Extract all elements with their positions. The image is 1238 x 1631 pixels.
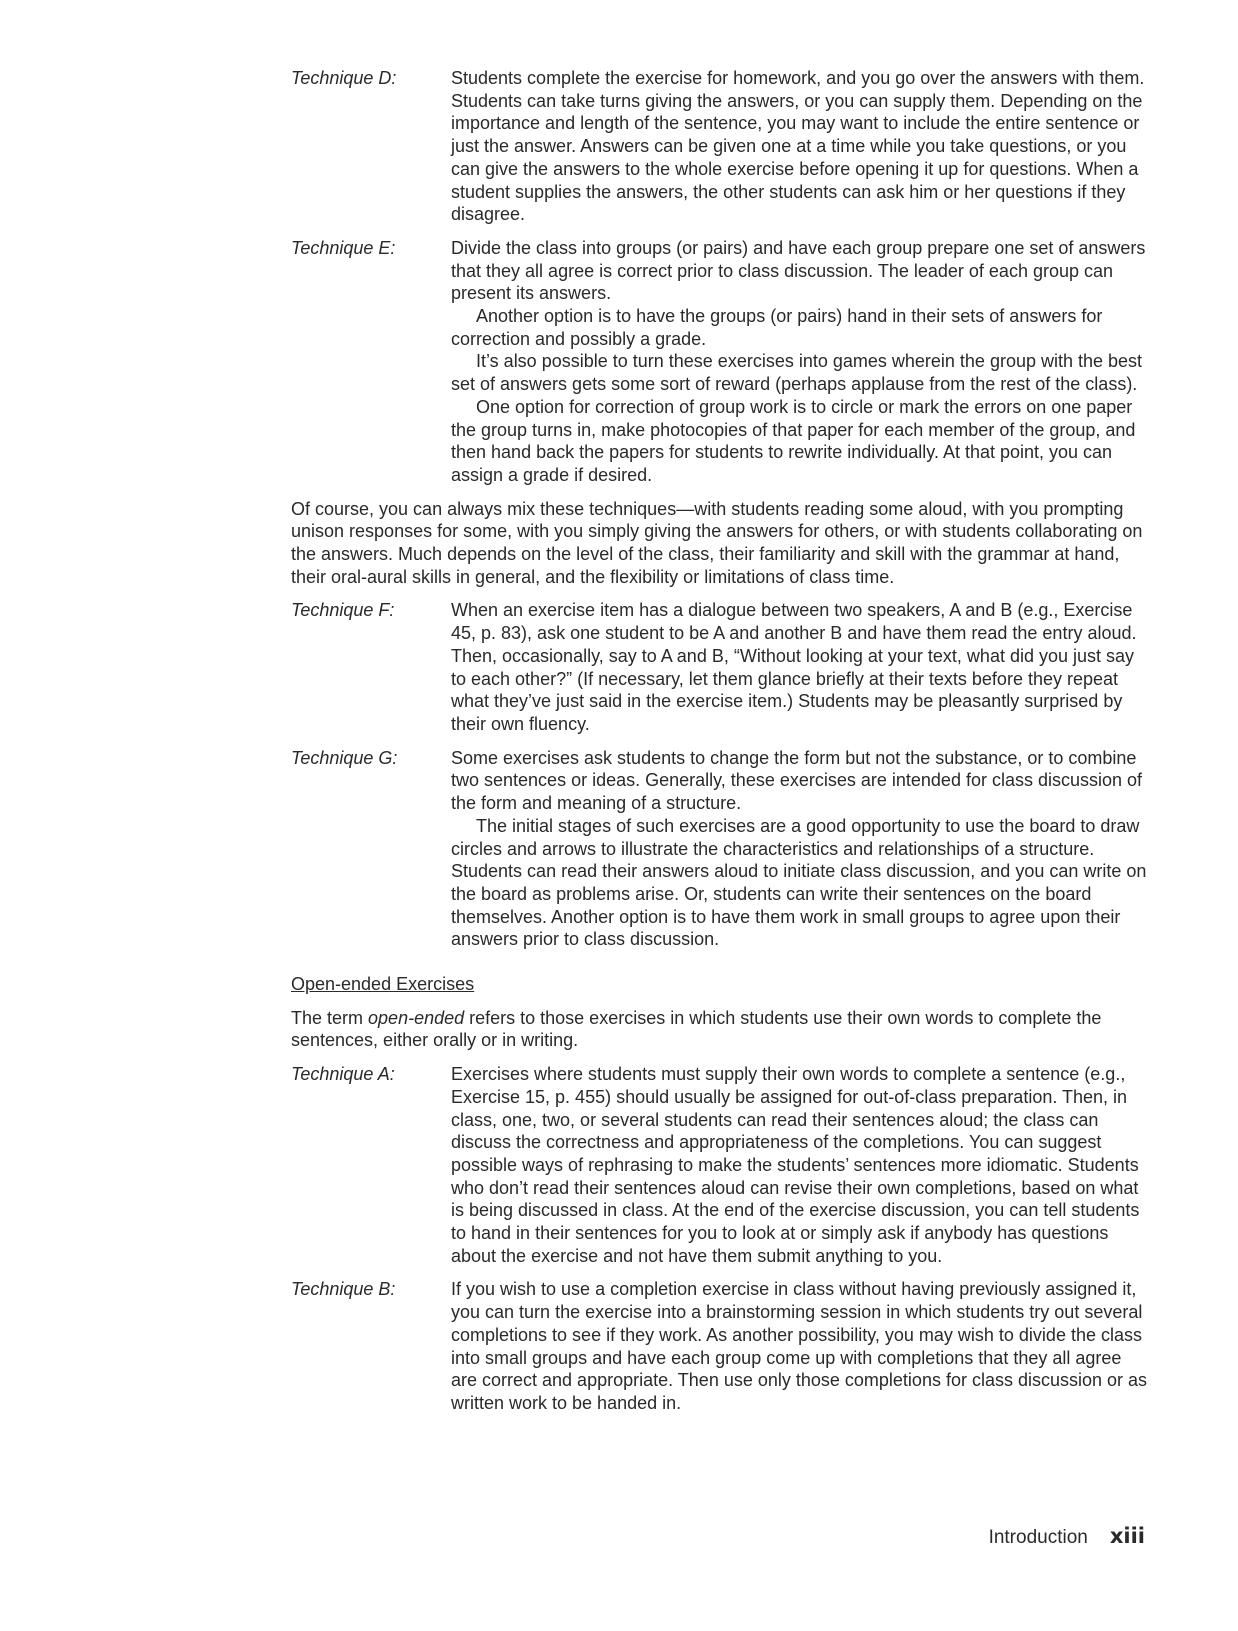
technique-label: Technique A: — [291, 1064, 395, 1085]
technique-paragraph: Some exercises ask students to change the form but not the substance, or to combine two sentences or ideas. Generally, these exercises are intended for class discussion of the form and meaning of a structure. — [451, 747, 1143, 814]
technique-label: Technique G: — [291, 747, 398, 768]
technique-label: Technique D: — [291, 68, 397, 88]
page-content — [291, 67, 1149, 1426]
technique-e — [291, 237, 1149, 487]
technique-g — [291, 747, 1149, 951]
technique-a — [291, 1063, 1149, 1267]
technique-body — [451, 1063, 1149, 1267]
section-heading — [291, 973, 1149, 996]
technique-body — [451, 1278, 1149, 1414]
technique-paragraph: The initial stages of such exercises are a good opportunity to use the board to draw circles and arrows to illustrate the characteristics and relationships of a structure. Students can read their answers aloud to initiate class discussion, and you can write on the board as problems arise. Or, students can write their sentences on the board themselves. Another option is to have them work in small groups to agree upon their answers prior to class discussion. — [451, 815, 1147, 950]
footer-section-title: Introduction — [988, 1527, 1088, 1548]
technique-f — [291, 599, 1149, 735]
intro-before: The term — [291, 1007, 369, 1028]
technique-paragraph: Another option is to have the groups (or pairs) hand in their sets of answers for correction and possibly a grade. — [451, 306, 1103, 349]
technique-paragraph: It’s also possible to turn these exercises into games wherein the group with the best set of answers gets some sort of reward (perhaps applause from the rest of the class). — [451, 351, 1143, 395]
technique-b — [291, 1278, 1149, 1414]
technique-body — [451, 237, 1149, 487]
technique-d — [291, 67, 1149, 226]
page-footer — [989, 1525, 1145, 1550]
technique-label: Technique B: — [291, 1279, 396, 1300]
technique-body — [451, 599, 1149, 735]
technique-paragraph: One option for correction of group work is to circle or mark the errors on one paper the group turns in, make photocopies of that paper for each member of the group, and then hand back the papers for students to rewrite individually. At that point, you can assign a grade if desired. — [451, 396, 1136, 485]
open-ended-intro — [291, 1007, 1149, 1052]
intro-term: open-ended — [368, 1007, 465, 1028]
technique-paragraph: Exercises where students must supply their own words to complete a sentence (e.g., Exercise 15, p. 455) should usually be assigned for out-of-class preparation. Then, in class, one, two, or several students can read their sentences aloud; the class can discuss the correctness and appropriateness of the completions. You can suggest possible ways of rephrasing to make the students’ sentences more idiomatic. Students who don’t read their sentences aloud can revise their own completions, based on what is being discussed in class. At the end of the exercise discussion, you can tell students to hand in their sentences for you to look at or simply ask if anybody has questions about the exercise and not have them submit anything to you. — [451, 1064, 1140, 1266]
page-number: xiii — [1109, 1524, 1145, 1548]
technique-label: Technique E: — [291, 237, 396, 258]
technique-paragraph: Divide the class into groups (or pairs) and have each group prepare one set of answers that they all agree is correct prior to class discussion. The leader of each group can present its answers. — [451, 237, 1146, 304]
technique-label: Technique F: — [291, 600, 395, 621]
section-heading-text: Open-ended Exercises — [291, 974, 475, 995]
technique-paragraph: Students complete the exercise for homework, and you go over the answers with them. Students can take turns giving the answers, or you can supply them. Depending on the importance and length of the sentence, you may want to include the entire sentence or just the answer. Answers can be given one at a time while you take questions, or you can give the answers to the whole exercise before opening it up for questions. When a student supplies the answers, the other students can ask him or her questions if they disagree. — [451, 68, 1145, 225]
intro-after: refers to those exercises in which students use their own words to complete the sentences, either orally or in writing. — [291, 1007, 1102, 1051]
technique-body — [451, 747, 1149, 951]
technique-paragraph: If you wish to use a completion exercise in class without having previously assigned it, you can turn the exercise into a brainstorming session in which students try out several completions to see if they work. As another possibility, you may wish to divide the class into small groups and have each group come up with completions that they all agree are correct and appropriate. Then use only those completions for class discussion or as written work to be handed in. — [451, 1279, 1148, 1413]
technique-paragraph: When an exercise item has a dialogue between two speakers, A and B (e.g., Exercise 45, p. 83), ask one student to be A and another B and have them read the entry aloud. Then, occasionally, say to A and B, “Without looking at your text, what did you just say to each other?” (If necessary, let them glance briefly at their texts before they repeat what they’ve just said in the exercise item.) Students may be pleasantly surprised by their own fluency. — [451, 600, 1137, 734]
technique-body — [451, 67, 1149, 226]
mix-techniques-paragraph: Of course, you can always mix these techniques—with students reading some aloud, with you prompting unison responses for some, with you simply giving the answers for others, or with students collaborating on the answers. Much depends on the level of the class, their familiarity and skill with the grammar at hand, their oral-aural skills in general, and the flexibility or limitations of class time. — [291, 498, 1143, 587]
